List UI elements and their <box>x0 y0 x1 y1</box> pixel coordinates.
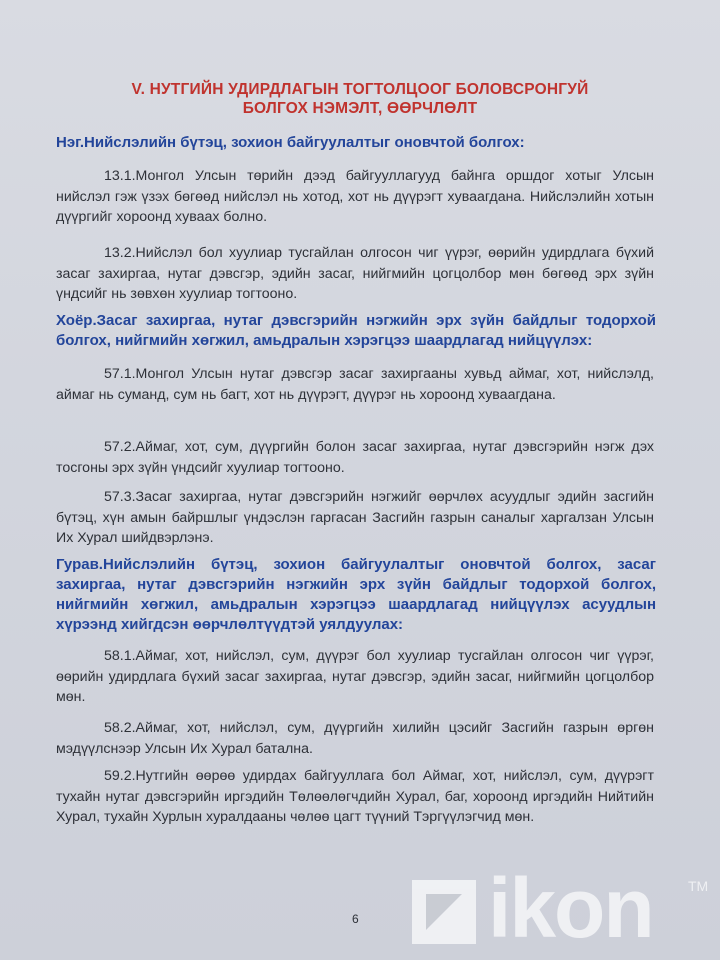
paragraph-57-2: 57.2.Аймаг, хот, сум, дүүргийн болон засаг захиргаа, нутаг дэвсгэрийн нэгж дэх тосгоны эрх зүйн үндсийг хуулиар тогтооно. <box>56 439 654 476</box>
paragraph-57-1: 57.1.Монгол Улсын нутаг дэвсгэр засаг захиргааны хувьд аймаг, хот, нийслэлд, аймаг нь суманд, сум нь багт, хот нь дүүрэгт, дүүрэг нь хороонд хуваагдана. <box>56 366 654 403</box>
section-heading-3: Гурав.Нийслэлийн бүтэц, зохион байгуулалтыг оновчтой болгох, засаг захиргаа, нутаг дэвсгэрийн нэгжийн эрх зүйн байдлыг тодорхой болгох, нийгмийн хөгжил, амьдралын хэрэгцээ шаардлагад нийцүүлэх асуудлын хүрээнд хийгдсэн өөрчлөлтүүдтэй уялдуулах: <box>56 556 656 633</box>
paragraph-13-1: 13.1.Монгол Улсын төрийн дээд байгууллагууд байнга оршдог хотыг Улсын нийслэл гэж үзэх бөгөөд нийслэл нь хотод, хот нь дүүрэгт хуваагдана. Нийслэлийн хотын дүүргийг хороонд хуваах болно. <box>56 168 654 225</box>
section-heading-1: Нэг.Нийслэлийн бүтэц, зохион байгуулалтыг оновчтой болгох: <box>56 134 525 151</box>
paragraph-57-3: 57.3.Засаг захиргаа, нутаг дэвсгэрийн нэгжийг өөрчлөх асуудлыг эдийн засгийн бүтэц, хүн амын байршлыг үндэслэн гаргасан Засгийн газрын саналыг харгалзан Улсын Их Хурал шийдвэрлэнэ. <box>56 489 654 546</box>
ikon-watermark-logo <box>412 861 712 955</box>
section-heading-2: Хоёр.Засаг захиргаа, нутаг дэвсгэрийн нэгжийн эрх зүйн байдлыг тодорхой болгох, нийгмийн хөгжил, амьдралын хэрэгцээ шаардлагад нийцүүлэх: <box>56 312 656 349</box>
page-number: 6 <box>352 912 359 926</box>
paragraph-58-1: 58.1.Аймаг, хот, нийслэл, сум, дүүрэг бол хуулиар тусгайлан олгосон чиг үүрэг, өөрийн удирдлага бүхий засаг захиргаа, нутаг дэвсгэр, эдийн засаг, нийгмийн цогцолбор мөн. <box>56 648 654 705</box>
paragraph-59-2: 59.2.Нутгийн өөрөө удирдах байгууллага бол Аймаг, хот, нийслэл, сум, дүүрэгт тухайн нутаг дэвсгэрийн иргэдийн Төлөөлөгчдийн Хурал, баг, хороонд иргэдийн Нийтийн Хурал, тухайн Хурлын хуралдааны чөлөө цагт түүний Тэргүүлэгчид мөн. <box>56 768 654 825</box>
paragraph-58-2: 58.2.Аймаг, хот, нийслэл, сум, дүүргийн хилийн цэсийг Засгийн газрын өргөн мэдүүлснээр Улсын Их Хурал батална. <box>56 720 654 757</box>
paragraph-13-2: 13.2.Нийслэл бол хуулиар тусгайлан олгосон чиг үүрэг, өөрийн удирдлага бүхий засаг захиргаа, нутаг дэвсгэр, эдийн засаг, нийгмийн цогцолбор мөн бөгөөд эрх зүйн үндсийг нь зөвхөн хуулиар тогтооно. <box>56 245 654 302</box>
trademark-mark: TM <box>688 878 709 894</box>
title-line-1: V. НУТГИЙН УДИРДЛАГЫН ТОГТОЛЦООГ БОЛОВСРОНГУЙ <box>131 81 589 98</box>
document-title <box>60 80 660 118</box>
title-line-2: БОЛГОХ НЭМЭЛТ, ӨӨРЧЛӨЛТ <box>242 100 478 117</box>
ikon-logo-wordmark: ikon <box>488 861 653 955</box>
ikon-logo-icon <box>412 880 476 944</box>
